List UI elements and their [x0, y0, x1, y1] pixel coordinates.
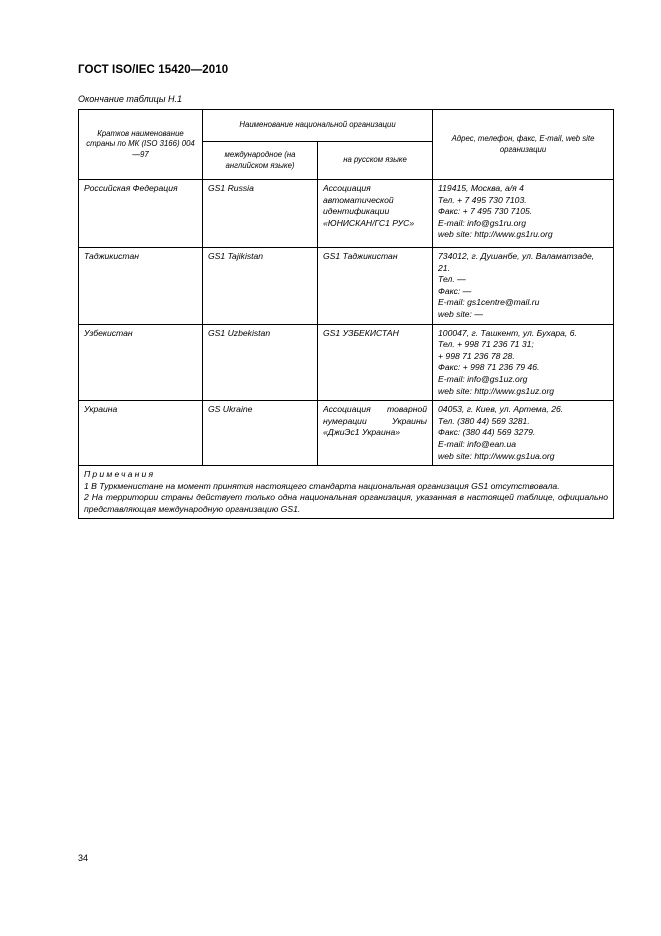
org-ru-cell: GS1 УЗБЕКИСТАН [318, 324, 433, 401]
table-row [79, 180, 614, 248]
table-row [79, 401, 614, 466]
contact-line: Тел. + 998 71 236 71 31; [438, 339, 534, 350]
header-contacts: Адрес, телефон, факс, E-mail, web site организации [433, 110, 614, 180]
org-ru-cell: Ассоциация товарной нумерации Украины «ДжиЭс1 Украина» [318, 401, 433, 466]
header-org-ru: на русском языке [318, 142, 433, 180]
contact-line: E-mail: info@gs1uz.org [438, 373, 528, 384]
contact-line: 100047, г. Ташкент, ул. Бухара, 6. [438, 327, 577, 338]
contact-line: web site: — [438, 308, 483, 319]
contact-line: web site: http://www.gs1ua.org [438, 450, 555, 461]
org-en-cell: GS1 Russia [203, 180, 318, 248]
contact-line: web site: http://www.gs1ru.org [438, 229, 553, 240]
country-cell: Российская Федерация [79, 180, 203, 248]
contacts-cell [433, 248, 614, 325]
note-item: 2 На территории страны действует только одна национальная организация, указанная в настоящей таблице, официально представляющая международную организацию GS1. [84, 492, 609, 514]
contact-line: E-mail: info@ean.ua [438, 438, 517, 449]
table-row [79, 248, 614, 325]
contact-line: + 998 71 236 78 28. [438, 350, 515, 361]
organizations-table [78, 109, 614, 519]
notes-heading: Примечания [84, 469, 156, 480]
country-cell: Таджикистан [79, 248, 203, 325]
contact-line: 734012, г. Душанбе, ул. Валаматзаде, 21. [438, 251, 595, 273]
contact-line: E-mail: gs1centre@mail.ru [438, 297, 540, 308]
contact-line: 04053, г. Киев, ул. Артема, 26. [438, 404, 564, 415]
contact-line: Тел. — [438, 274, 466, 285]
contacts-cell [433, 401, 614, 466]
table-caption: Окончание таблицы Н.1 [78, 94, 182, 104]
notes-cell [79, 466, 614, 519]
org-en-cell: GS Ukraine [203, 401, 318, 466]
contact-line: web site: http://www.gs1uz.org [438, 385, 555, 396]
contacts-cell [433, 324, 614, 401]
org-en-cell: GS1 Tajikistan [203, 248, 318, 325]
table-row [79, 324, 614, 401]
contacts-cell [433, 180, 614, 248]
note-item: 1 В Туркменистане на момент принятия настоящего стандарта национальная организация GS1 отсутствовала. [84, 480, 560, 491]
page-number: 34 [78, 853, 89, 863]
country-cell: Украина [79, 401, 203, 466]
contact-line: Тел. (380 44) 569 3281. [438, 415, 530, 426]
contact-line: Тел. + 7 495 730 7103. [438, 194, 527, 205]
contact-line: E-mail: info@gs1ru.org [438, 217, 527, 228]
header-org-group: Наименование национальной организации [203, 110, 433, 142]
document-title: ГОСТ ISO/IEC 15420—2010 [78, 64, 229, 76]
org-en-cell: GS1 Uzbekistan [203, 324, 318, 401]
notes-row [79, 466, 614, 519]
country-cell: Узбекистан [79, 324, 203, 401]
header-country: Кратков наименование страны по МК (ISO 3166) 004—97 [79, 110, 203, 180]
contact-line: Факс: — [438, 285, 472, 296]
contact-line: Факс: (380 44) 569 3279. [438, 427, 536, 438]
contact-line: Факс: + 998 71 236 79 46. [438, 362, 540, 373]
contact-line: 119415, Москва, а/я 4 [438, 183, 524, 193]
contact-line: Факс: + 7 495 730 7105. [438, 206, 533, 217]
org-ru-cell: Ассоциация автоматической идентификации «ЮНИСКАН/ГС1 РУС» [318, 180, 433, 248]
header-org-en: международное (на английском языке) [203, 142, 318, 180]
org-ru-cell: GS1 Таджикистан [318, 248, 433, 325]
